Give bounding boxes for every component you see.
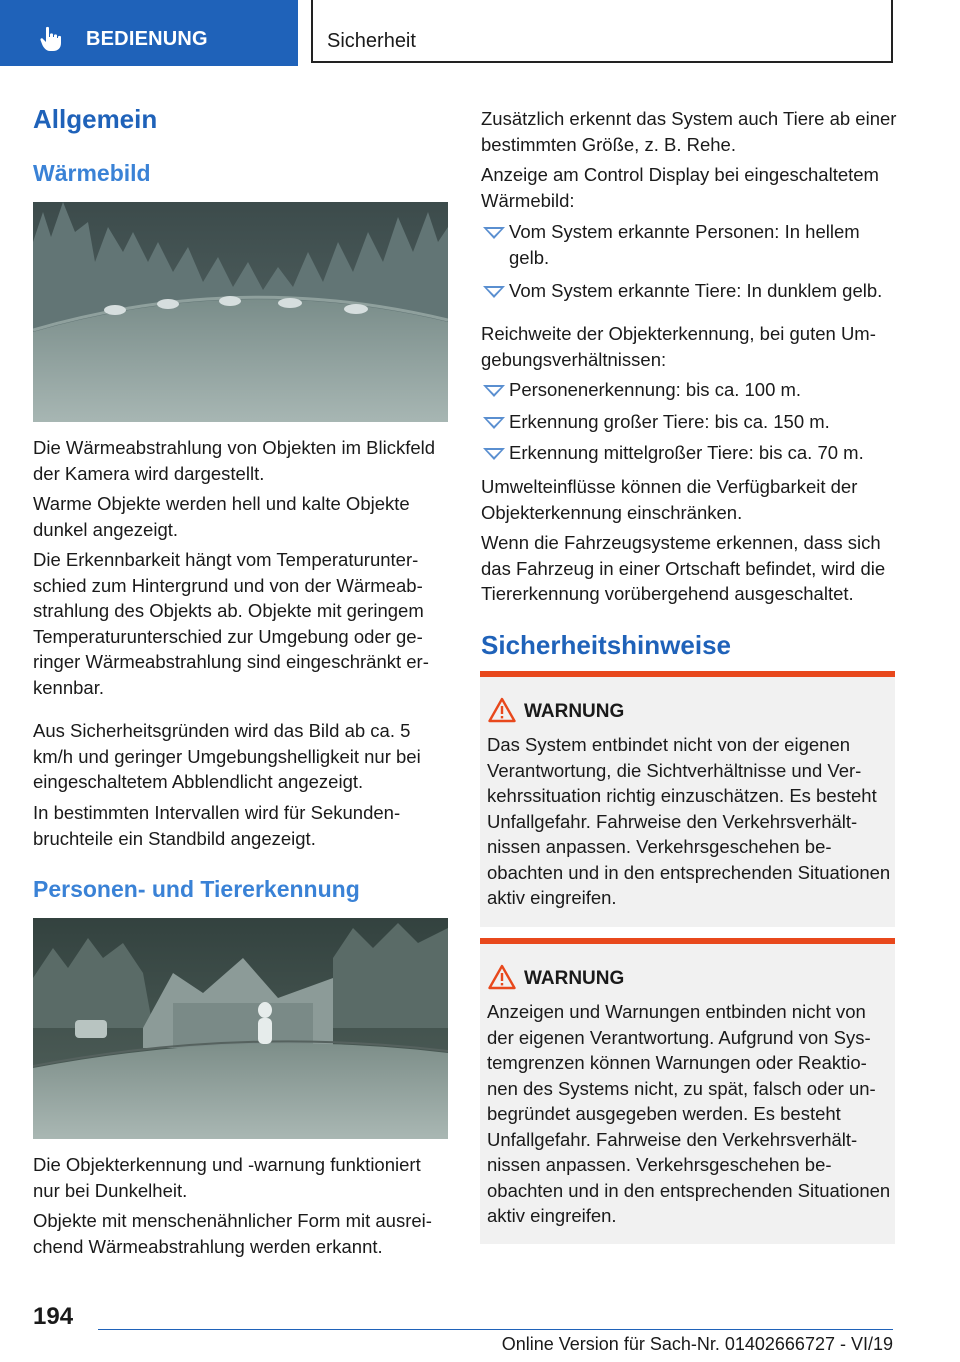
- paragraph: In bestimmten Intervallen wird für Sekundenbruchteile ein Standbild angezeigt.: [33, 802, 401, 849]
- list-item: Vom System erkannte Tiere: In dunklem gelb.: [481, 278, 899, 304]
- warning-box: [480, 671, 895, 927]
- warning-box: [480, 938, 895, 1244]
- list-item: Erkennung mittelgroßer Tiere: bis ca. 70 m.: [481, 440, 899, 466]
- paragraph: Anzeige am Control Display bei eingeschaltetem Wärmebild:: [481, 164, 879, 211]
- hand-pointer-icon: [40, 26, 64, 52]
- heading-person-animal-detection: Personen- und Tiererkennung: [33, 876, 360, 902]
- paragraph: Umwelteinflüsse können die Verfügbarkeit der Objekterkennung einschränken.: [481, 476, 858, 523]
- paragraph: Warme Objekte werden hell und kalte Objekte dunkel angezeigt.: [33, 493, 410, 540]
- warning-triangle-icon: [488, 697, 516, 723]
- thermal-image-person-figure: [33, 918, 448, 1139]
- bullet-triangle-icon: [483, 417, 505, 429]
- paragraph: Reichweite der Objekterkennung, bei guten Umgebungsverhältnissen:: [481, 323, 876, 370]
- list-item: Erkennung großer Tiere: bis ca. 150 m.: [481, 409, 899, 435]
- paragraph: Aus Sicherheitsgründen wird das Bild ab ca. 5 km/h und geringer Umgebungshelligkeit nur bei eingeschaltetem Abblendlicht angezeigt.: [33, 720, 421, 792]
- section-header: [311, 0, 893, 63]
- paragraph: Wenn die Fahrzeugsysteme erkennen, dass sich das Fahrzeug in einer Ortschaft befindet, wird die Tiererkennung vorübergehend ausgeschaltet.: [481, 532, 886, 604]
- bullet-triangle-icon: [483, 448, 505, 460]
- paragraph: Objekte mit menschenähnlicher Form mit ausreichend Wärmeabstrahlung werden erkannt.: [33, 1210, 432, 1257]
- bullet-triangle-icon: [483, 385, 505, 397]
- list-item: Personenerkennung: bis ca. 100 m.: [481, 377, 899, 403]
- warning-title: WARNUNG: [524, 701, 625, 722]
- list-item: Vom System erkannte Personen: In hellem gelb.: [481, 219, 899, 270]
- thermal-image-animals-figure: [33, 202, 448, 422]
- chapter-tab-label: BEDIENUNG: [86, 28, 208, 50]
- warning-title: WARNUNG: [524, 968, 625, 989]
- warning-triangle-icon: [488, 964, 516, 990]
- paragraph: Die Erkennbarkeit hängt vom Temperaturunterschied zum Hintergrund und von der Wärmeabstrahlung des Objekts ab. Objekte mit geringem Temperaturunterschied zur Umgebung oder geringer Wärmeabstrahlung sind eingeschränkt erkennbar.: [33, 549, 429, 698]
- page-number: 194: [33, 1303, 74, 1330]
- heading-thermal-image: Wärmebild: [33, 160, 151, 186]
- bullet-triangle-icon: [483, 286, 505, 298]
- display-color-list: [481, 219, 899, 304]
- warning-text: Anzeigen und Warnungen entbinden nicht von der eigenen Verantwortung. Aufgrund von Systemgrenzen können Warnungen oder Reaktionen des Systems nicht, zu spät, falsch oder unbegründet ausgegeben werden. Es besteht Unfallgefahr. Fahrweise den Verkehrsverhältnissen anpassen. Verkehrsgeschehen beobachten und in den entsprechenden Situationen aktiv eingreifen.: [487, 1001, 891, 1226]
- paragraph: Zusätzlich erkennt das System auch Tiere ab einer bestimmten Größe, z. B. Rehe.: [481, 108, 897, 155]
- chapter-tab[interactable]: [0, 0, 298, 66]
- detection-range-list: [481, 377, 899, 466]
- heading-safety-notes: Sicherheitshinweise: [481, 630, 731, 660]
- footer-text: Online Version für Sach-Nr. 01402666727 - VI/19: [501, 1334, 893, 1354]
- paragraph: Die Wärmeabstrahlung von Objekten im Blickfeld der Kamera wird dargestellt.: [33, 437, 436, 484]
- warning-text: Das System entbindet nicht von der eigenen Verantwortung, die Sichtverhältnisse und Verkehrssituation richtig einzuschätzen. Es besteht Unfallgefahr. Fahrweise den Verkehrsverhältnissen anpassen. Verkehrsgeschehen beobachten und in den entsprechenden Situationen aktiv eingreifen.: [487, 734, 891, 908]
- paragraph: Die Objekterkennung und -warnung funktioniert nur bei Dunkelheit.: [33, 1154, 421, 1201]
- bullet-triangle-icon: [483, 227, 505, 239]
- footer-divider: [98, 1329, 893, 1330]
- section-title: Sicherheit: [327, 30, 416, 52]
- heading-general: Allgemein: [33, 104, 158, 134]
